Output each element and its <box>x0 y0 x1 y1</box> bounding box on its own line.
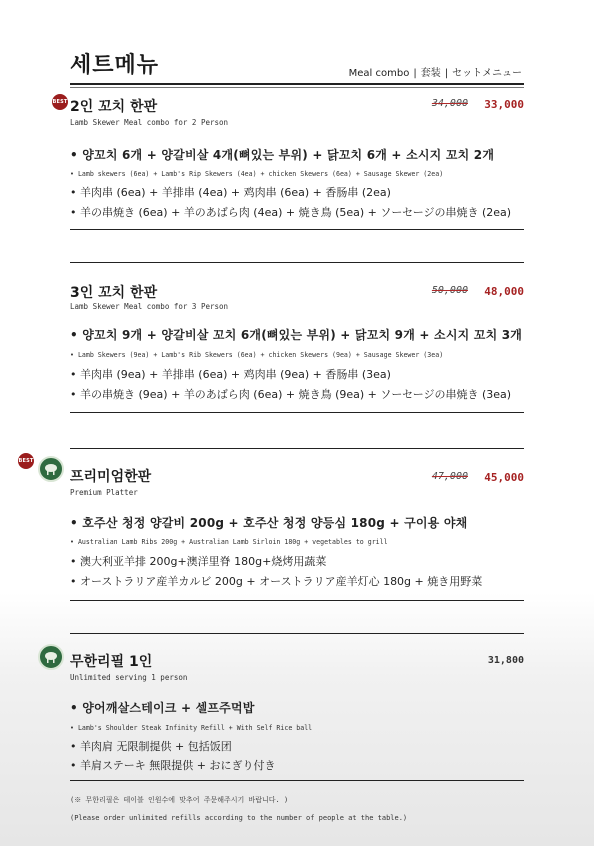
best-badge: BEST <box>18 453 34 469</box>
header-label-en: Meal combo <box>348 68 410 79</box>
section-divider <box>70 448 524 449</box>
sale-price: 45,000 <box>484 471 524 484</box>
old-price: 47,000 <box>431 471 468 482</box>
section-divider <box>70 780 524 781</box>
section-divider <box>70 262 524 263</box>
header-label-zh: 套装 <box>420 68 441 79</box>
lamb-logo-icon <box>38 644 64 670</box>
item-line-english: • Lamb Skewers (9ea) + Lamb's Rib Skewers (6ea) + chicken Skewers (9ea) + Sausage Skewer (3ea) <box>70 351 444 359</box>
header-label-ja: セットメニュー <box>452 68 522 79</box>
section-title: 3인 꼬치 한판 <box>70 285 158 301</box>
item-line-chinese: • 羊肉串 (6ea) + 羊排串 (4ea) + 鸡肉串 (6ea) + 香肠串 (2ea) <box>70 186 391 199</box>
header-separator: | <box>413 68 417 79</box>
item-line-korean: • 호주산 청정 양갈비 200g + 호주산 청정 양등심 180g + 구이용 야채 <box>70 516 468 530</box>
item-line-chinese: • 羊肉肩 无限制提供 + 包括饭团 <box>70 740 232 753</box>
header-divider-thin <box>70 87 524 88</box>
footnote-korean: (※ 무한리필은 테이블 인원수에 맞추어 주문해주시기 바랍니다. ) <box>70 796 289 804</box>
item-line-korean: • 양꼬치 6개 + 양갈비살 4개(뼈있는 부위) + 닭꼬치 6개 + 소시지 꼬치 2개 <box>70 148 495 162</box>
header-separator: | <box>444 68 449 79</box>
section-subtitle: Premium Platter <box>70 488 138 497</box>
item-line-english: • Australian Lamb Ribs 200g + Australian Lamb Sirloin 180g + vegetables to grill <box>70 538 388 546</box>
sale-price: 48,000 <box>484 285 524 298</box>
page-title: 세트메뉴 <box>70 53 160 78</box>
item-line-korean: • 양꼬치 9개 + 양갈비살 꼬치 6개(뼈있는 부위) + 닭꼬치 9개 + 소시지 꼬치 3개 <box>70 328 523 342</box>
item-line-chinese: • 羊肉串 (9ea) + 羊排串 (6ea) + 鸡肉串 (9ea) + 香肠串 (3ea) <box>70 368 391 381</box>
best-badge: BEST <box>52 94 68 110</box>
menu-section-2-person <box>70 96 524 236</box>
old-price: 34,000 <box>431 98 468 109</box>
lamb-logo-icon <box>38 456 64 482</box>
old-price: 50,000 <box>431 285 468 296</box>
menu-section-3-person <box>70 262 524 412</box>
section-divider <box>70 229 524 230</box>
section-title: 2인 꼬치 한판 <box>70 99 158 115</box>
menu-section-unlimited <box>70 633 524 783</box>
item-line-korean: • 양어깨살스테이크 + 셀프주먹밥 <box>70 701 255 715</box>
section-subtitle: Lamb Skewer Meal combo for 3 Person <box>70 302 229 311</box>
item-line-english: • Lamb skewers (6ea) + Lamb's Rip Skewers (4ea) + chicken Skewers (6ea) + Sausage Skewer (2ea) <box>70 170 444 178</box>
sale-price: 33,000 <box>484 98 524 111</box>
menu-section-premium <box>70 448 524 603</box>
item-line-japanese: • 羊の串焼き (9ea) + 羊のあばら肉 (6ea) + 焼き鳥 (9ea) + ソーセージの串焼き (3ea) <box>70 388 512 401</box>
section-divider <box>70 633 524 634</box>
header-languages <box>349 64 522 79</box>
item-line-chinese: • 澳大利亚羊排 200g+澳洋里脊 180g+烧烤用蔬菜 <box>70 555 327 568</box>
header-divider <box>70 83 524 85</box>
section-subtitle: Lamb Skewer Meal combo for 2 Person <box>70 118 229 127</box>
section-title: 무한리필 1인 <box>70 654 153 670</box>
section-divider <box>70 412 524 413</box>
price: 31,800 <box>487 655 524 666</box>
section-divider <box>70 600 524 601</box>
section-subtitle: Unlimited serving 1 person <box>70 673 188 682</box>
item-line-japanese: • 羊の串焼き (6ea) + 羊のあばら肉 (4ea) + 焼き鳥 (5ea) + ソーセージの串焼き (2ea) <box>70 206 512 219</box>
item-line-japanese: • 羊肩ステーキ 無限提供 + おにぎり付き <box>70 759 276 772</box>
section-title: 프리미엄한판 <box>70 469 152 485</box>
item-line-japanese: • オーストラリア産羊カルビ 200g + オーストラリア産羊灯心 180g + 焼き用野菜 <box>70 575 483 588</box>
item-line-english: • Lamb's Shoulder Steak Infinity Refill + With Self Rice ball <box>70 724 313 732</box>
footnote-english: (Please order unlimited refills according to the number of people at the table.) <box>70 814 408 822</box>
